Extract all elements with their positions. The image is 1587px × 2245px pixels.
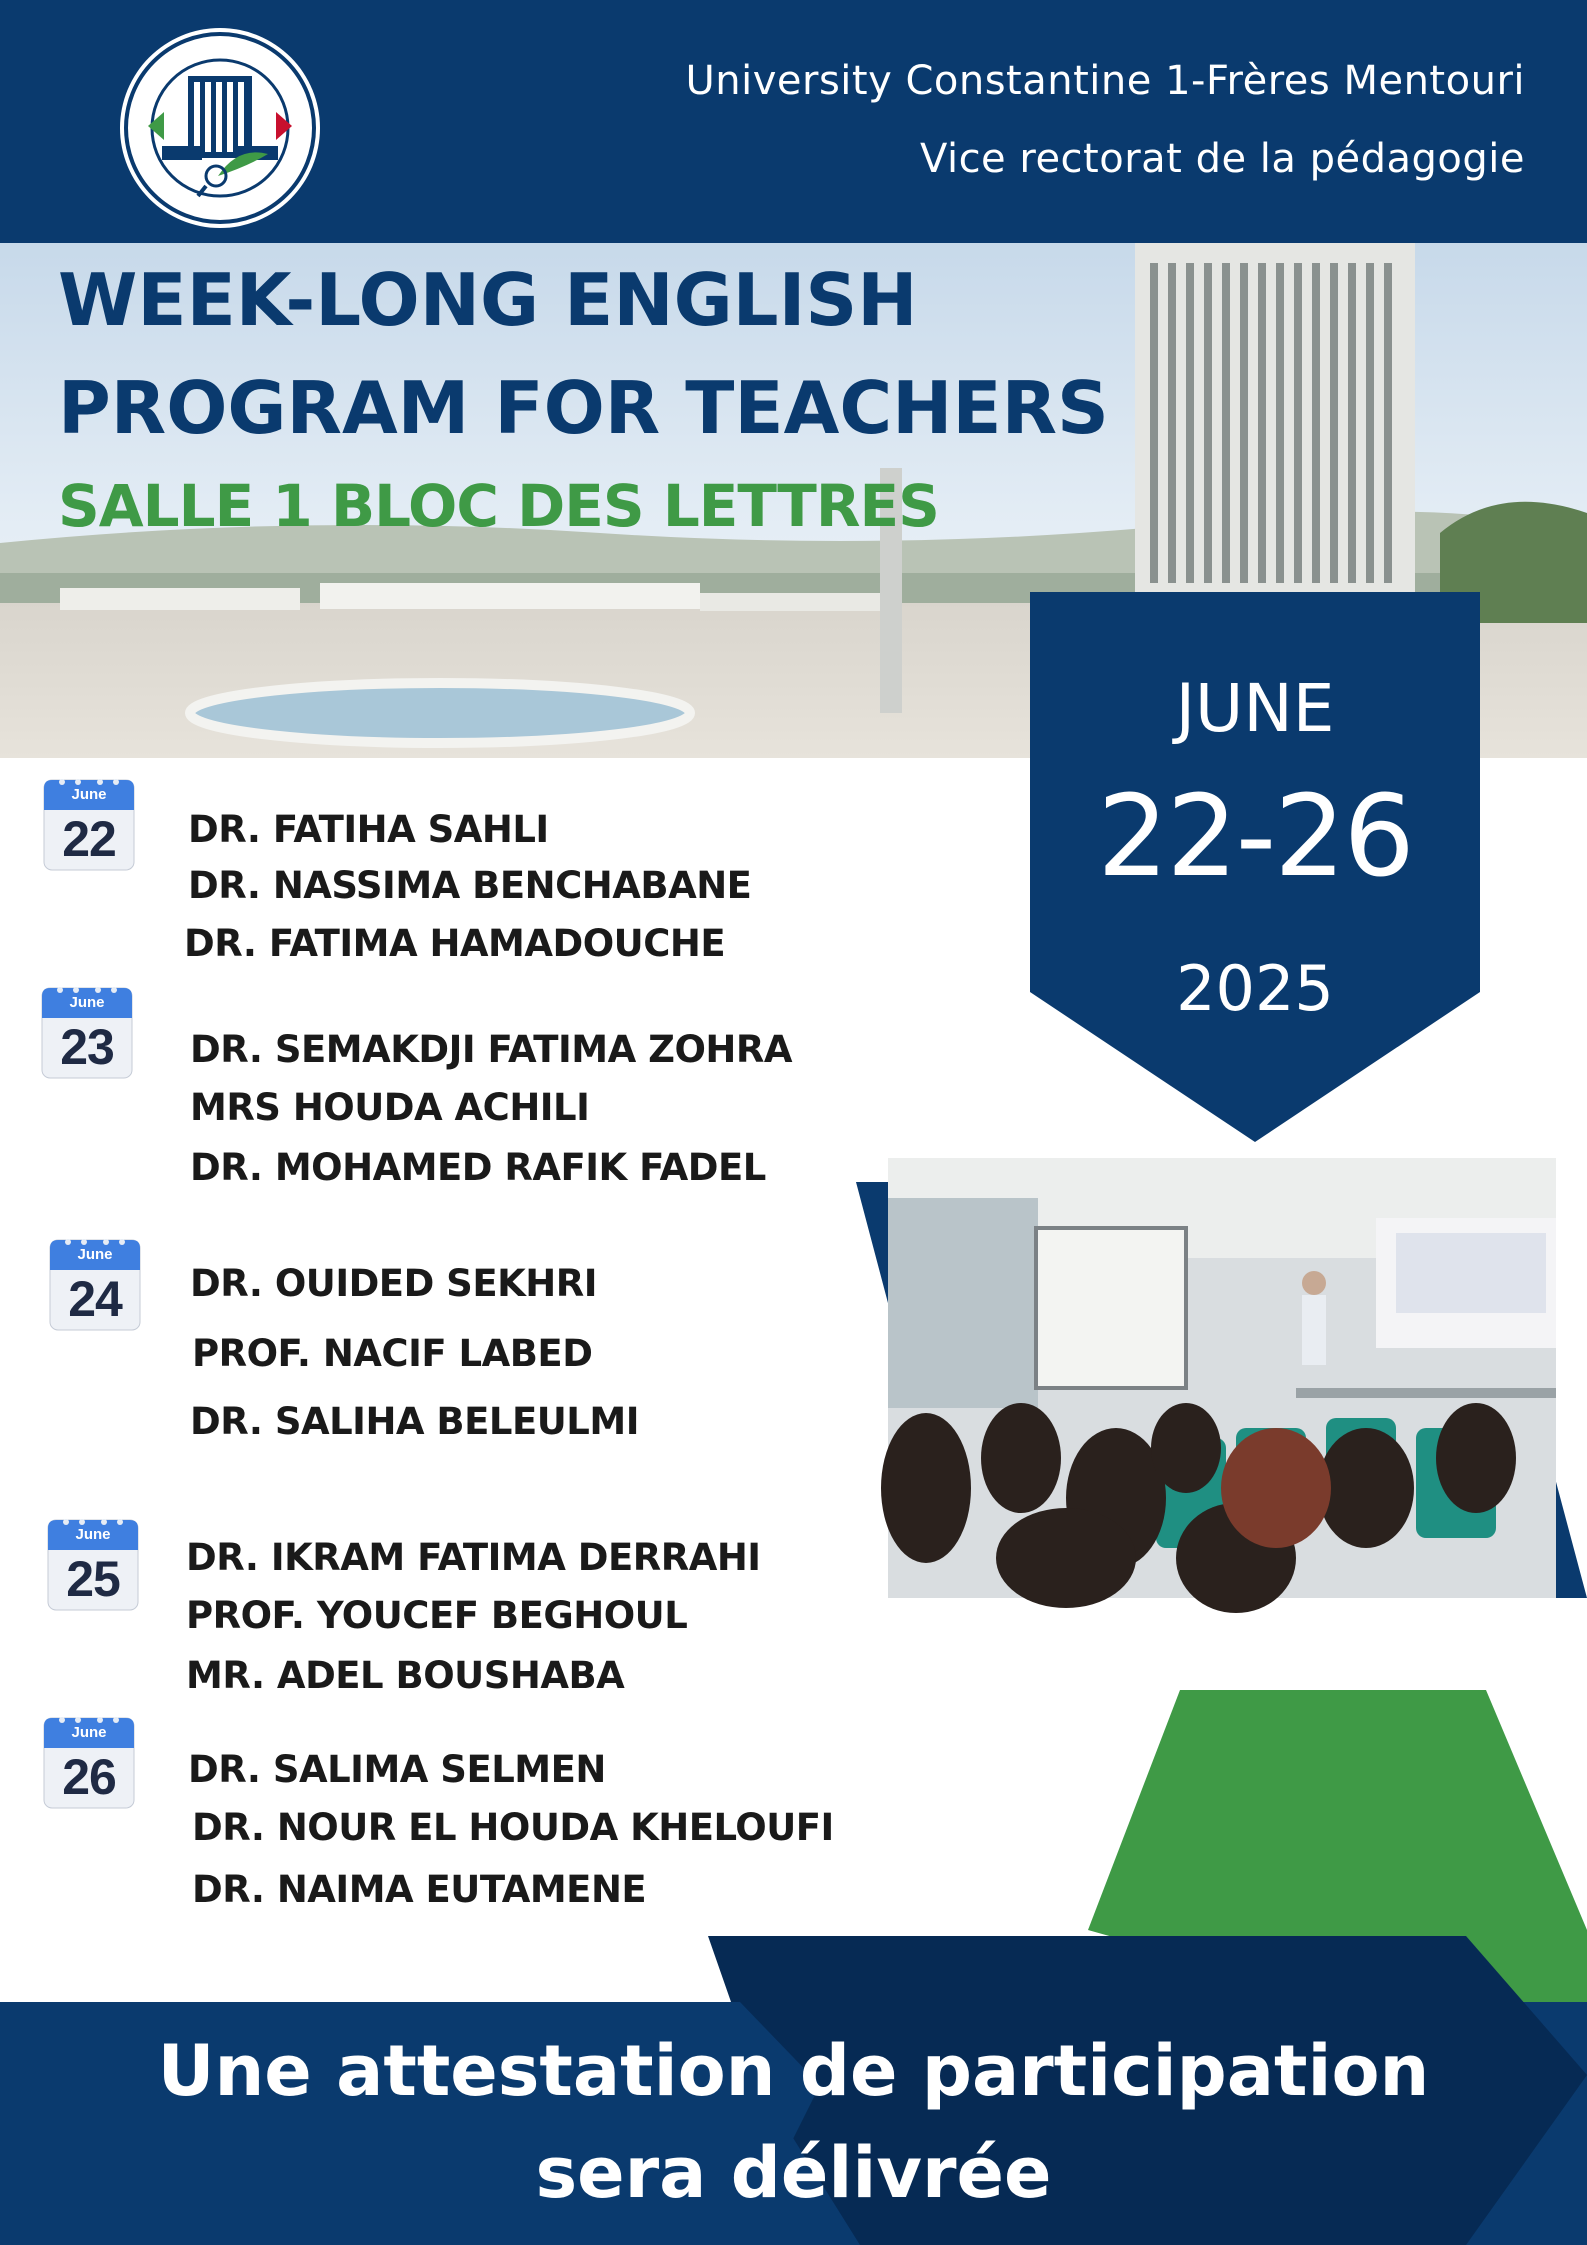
- speaker-name: DR. NASSIMA BENCHABANE: [188, 864, 752, 907]
- calendar-day: 24: [68, 1271, 122, 1327]
- calendar-day: 26: [62, 1749, 116, 1805]
- speaker-name: MR. ADEL BOUSHABA: [186, 1654, 625, 1697]
- date-ribbon: [1030, 592, 1480, 1142]
- university-logo: [118, 26, 322, 230]
- ribbon-year: 2025: [1176, 952, 1334, 1025]
- event-venue: SALLE 1 BLOC DES LETTRES: [58, 472, 939, 540]
- speaker-name: PROF. NACIF LABED: [192, 1332, 593, 1375]
- ribbon-month: JUNE: [1175, 670, 1335, 747]
- header-bar: [0, 0, 1587, 243]
- speaker-name: DR. IKRAM FATIMA DERRAHI: [186, 1536, 761, 1579]
- calendar-icon: [42, 776, 136, 872]
- calendar-month: June: [77, 1246, 113, 1263]
- calendar-day: 22: [62, 811, 116, 867]
- speaker-name: MRS HOUDA ACHILI: [190, 1086, 590, 1129]
- department-name: Vice rectorat de la pédagogie: [919, 136, 1525, 182]
- calendar-month: June: [75, 1526, 111, 1543]
- event-title-line1: WEEK-LONG ENGLISH: [58, 258, 918, 342]
- speaker-name: PROF. YOUCEF BEGHOUL: [186, 1594, 688, 1637]
- calendar-day: 23: [60, 1019, 114, 1075]
- calendar-month: June: [71, 1724, 107, 1741]
- calendar-icon: [46, 1516, 140, 1612]
- calendar-day: 25: [66, 1551, 120, 1607]
- classroom-photo: [856, 1158, 1587, 1618]
- footer-line2: sera délivrée: [535, 2132, 1052, 2214]
- speaker-name: DR. OUIDED SEKHRI: [190, 1262, 597, 1305]
- ribbon-days: 22-26: [1097, 772, 1413, 902]
- speaker-name: DR. SEMAKDJI FATIMA ZOHRA: [190, 1028, 793, 1071]
- speaker-name: DR. NAIMA EUTAMENE: [192, 1868, 647, 1911]
- speaker-name: DR. MOHAMED RAFIK FADEL: [190, 1146, 766, 1189]
- speaker-name: DR. NOUR EL HOUDA KHELOUFI: [192, 1806, 834, 1849]
- calendar-month: June: [71, 786, 107, 803]
- calendar-icon: [48, 1236, 142, 1332]
- calendar-icon: [40, 984, 134, 1080]
- university-name: University Constantine 1-Frères Mentouri: [685, 58, 1525, 104]
- speaker-name: DR. SALIMA SELMEN: [188, 1748, 606, 1791]
- event-title-line2: PROGRAM FOR TEACHERS: [58, 366, 1109, 450]
- speaker-name: DR. FATIHA SAHLI: [188, 808, 549, 851]
- speaker-name: DR. FATIMA HAMADOUCHE: [184, 922, 726, 965]
- calendar-month: June: [69, 994, 105, 1011]
- speaker-name: DR. SALIHA BELEULMI: [190, 1400, 639, 1443]
- footer-line1: Une attestation de participation: [157, 2030, 1430, 2112]
